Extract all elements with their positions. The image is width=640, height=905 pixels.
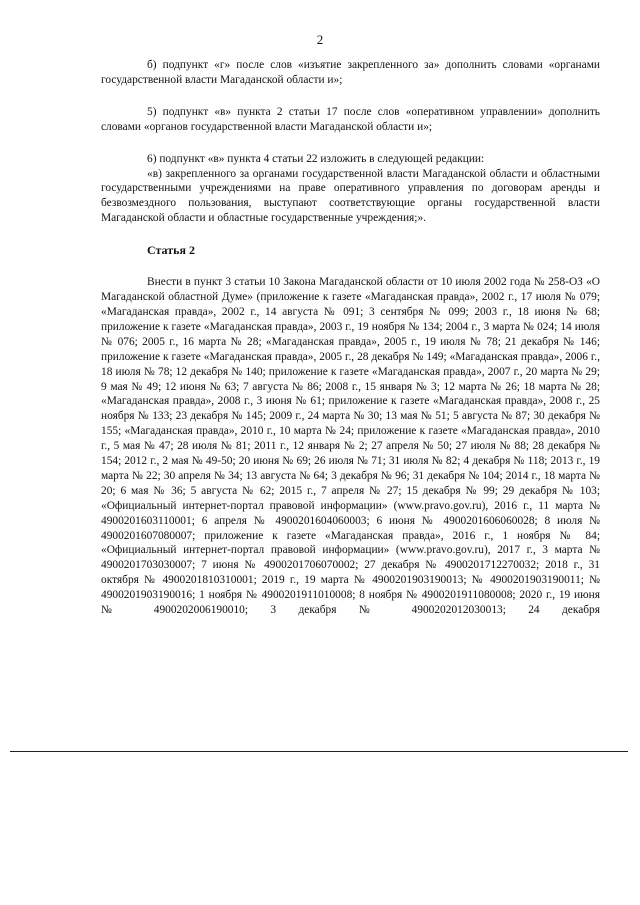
article-heading: Статья 2	[147, 243, 195, 258]
paragraph-amendment-5: 5) подпункт «в» пункта 2 статьи 17 после слов «оперативном управлении» дополнить словами «органов государственной власти Магаданской области и»;	[101, 105, 600, 133]
page-number: 2	[316, 32, 324, 47]
paragraph-amendment-6: 6) подпункт «в» пункта 4 статьи 22 изложить в следующей редакции:	[147, 152, 485, 165]
footer-divider	[10, 751, 628, 752]
paragraph-article-2-body: Внести в пункт 3 статьи 10 Закона Магаданской области от 10 июля 2002 года № 258-ОЗ «О Магаданской областной Думе» (приложение к газете «Магаданская правда», 2002 г., 17 июля № 079; «Магаданская правда», 2002 г., 14 августа № 091; 3 сентября № 099; 2003 г., 18 июня № 68; приложение к газете «Магаданская правда», 2003 г., 19 ноября № 134; 2004 г., 3 марта № 024; 14 июля № 076; 2005 г., 16 марта № 28; «Магаданская правда», 2005 г., 19 июля № 78; 21 декабря № 146; приложение к газете «Магаданская правда», 2005 г., 28 декабря № 149; «Магаданская правда», 2006 г., 18 июля № 78; 12 декабря № 140; приложение к газете «Магаданская правда», 2007 г., 20 марта № 29; 9 мая № 49; 12 июня № 63; 7 августа № 86; 2008 г., 15 января № 3; 12 марта № 26; 18 марта № 28; «Магаданская правда», 2008 г., 3 июня № 61; приложение к газете «Магаданская правда», 2008 г., 25 ноября № 133; 23 декабря № 145; 2009 г., 24 марта № 30; 13 мая № 51; 5 августа № 87; 30 декабря № 155; «Магаданская правда», 2010 г., 10 марта № 24; приложение к газете «Магаданская правда», 2010 г., 5 мая № 47; 28 июля № 81; 2011 г., 12 января № 2; 27 апреля № 50; 27 июля № 88; 28 декабря № 154; 2012 г., 2 мая № 49-50; 20 июня № 69; 26 июля № 71; 31 июля № 82; 4 декабря № 118; 2013 г., 19 марта № 22; 30 апреля № 34; 13 августа № 64; 3 декабря № 96; 31 декабря № 104; 2014 г., 18 марта № 20; 6 мая № 36; 5 августа № 62; 2015 г., 7 апреля № 27; 15 декабря № 99; 29 декабря № 103; «Официальный интернет-портал правовой информации» (www.pravo.gov.ru), 2016 г., 11 марта № 4900201603110001; 6 апреля № 4900201604060003; 6 июня № 4900201606060028; 8 июля № 4900201607080007; приложение к газете «Магаданская правда», 2016 г., 1 ноября № 84; «Официальный интернет-портал правовой информации» (www.pravo.gov.ru), 2017 г., 3 марта № 4900201703030007; 7 июня № 4900201706070002; 27 декабря № 4900201712270032; 2018 г., 31 октября № 4900201810310001; 2019 г., 19 марта № 4900201903190013; № 4900201903190011; № 4900201903190016; 1 ноября № 4900201911010008; 8 ноября № 4900201911080008; 2020 г., 19 июня № 4900202006190010; 3 декабря № 4900202012030013; 24 декабря	[101, 276, 600, 617]
paragraph-amendment-b: б) подпункт «г» после слов «изъятие закрепленного за» дополнить словами «органами государственной власти Магаданской области и»;	[101, 59, 600, 86]
document-body	[101, 58, 600, 618]
paragraph-new-wording: «в) закрепленного за органами государственной власти Магаданской области и областными государственными учреждениями на праве оперативного управления по договорам аренды и безвозмездного пользования, выступают соответствующие органы государственной власти Магаданской области и областные государственные учреждения;».	[101, 167, 600, 225]
